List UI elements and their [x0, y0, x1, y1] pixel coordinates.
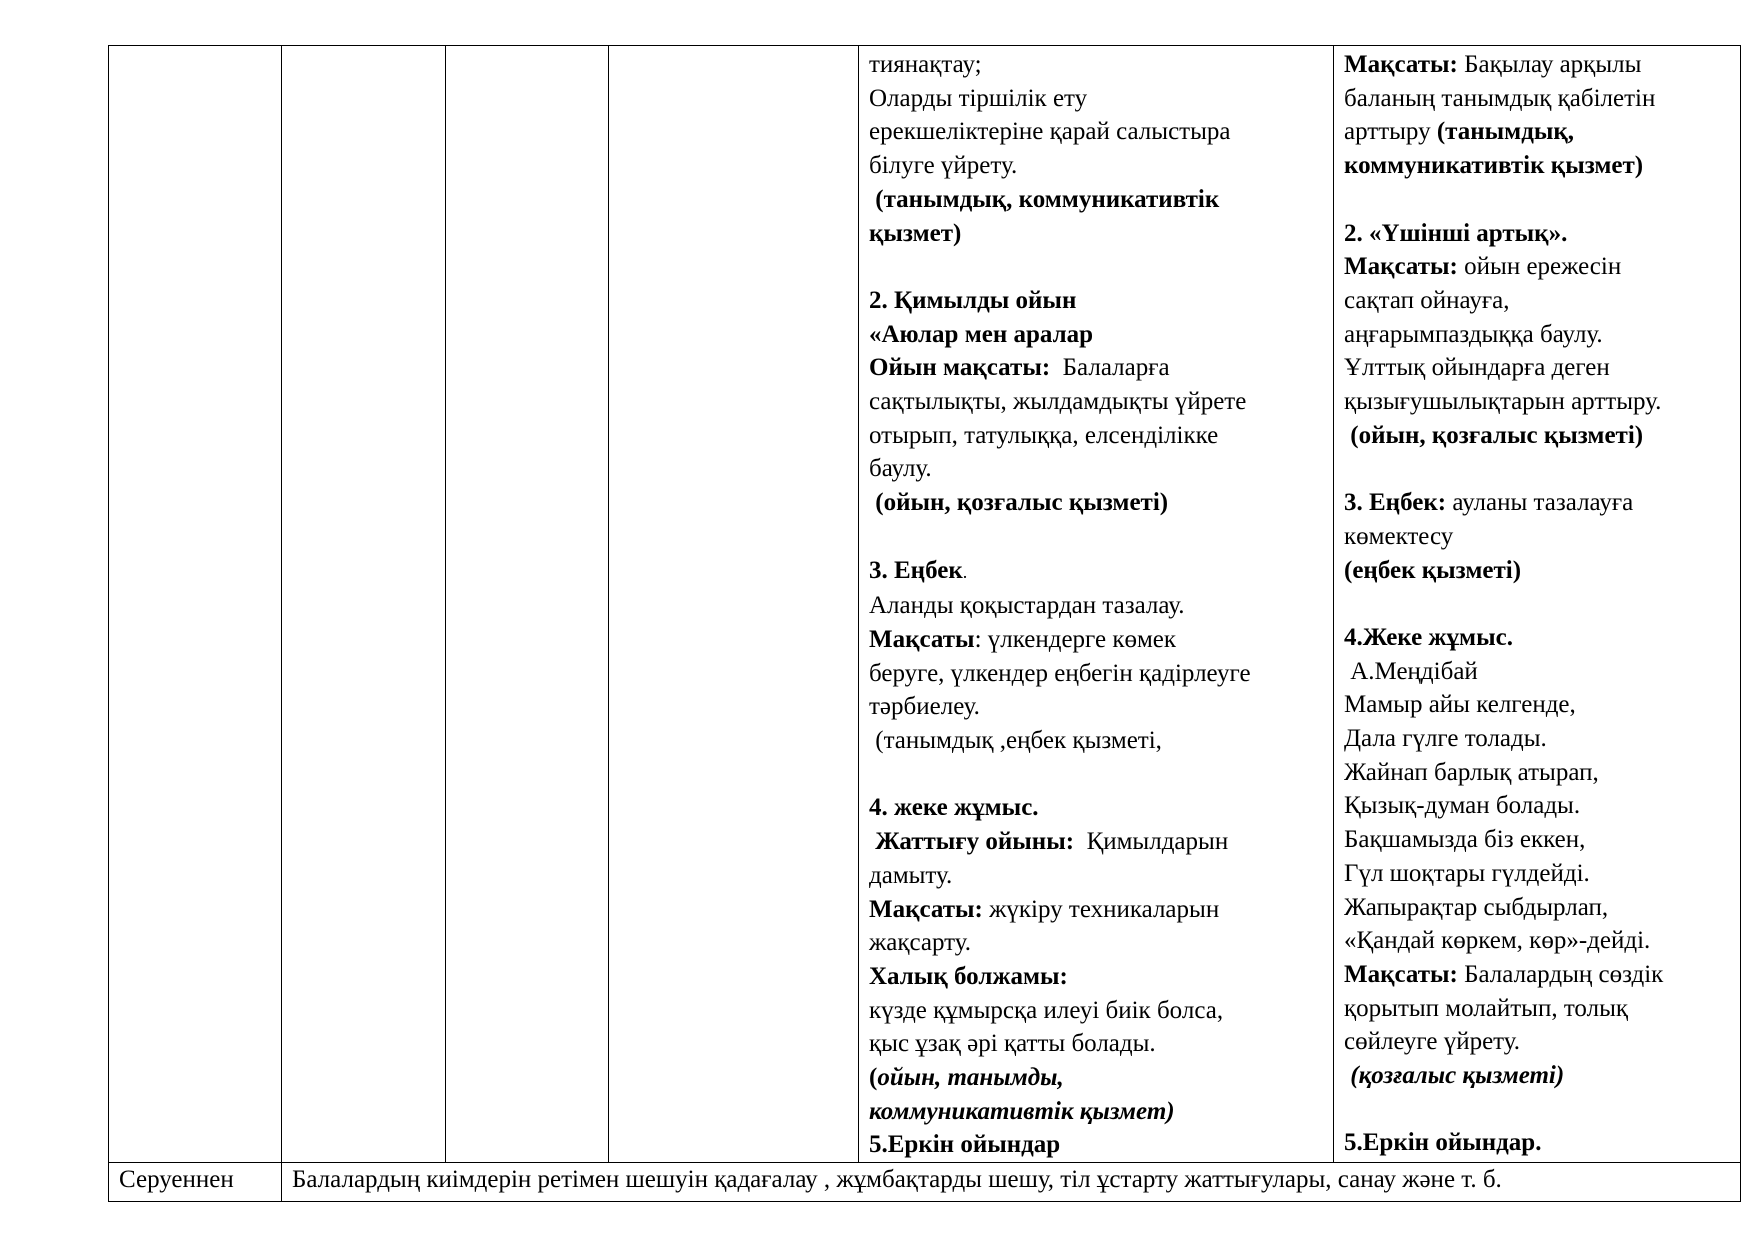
- poem-line: Гүл шоқтары гүлдейді.: [1344, 859, 1590, 887]
- goal-label: Мақсаты: [869, 625, 975, 653]
- activity-type: (қозғалыс қызметі): [1344, 1062, 1565, 1090]
- text-line: сақтап ойнауға,: [1344, 286, 1510, 314]
- row-label-after-walk: Серуеннен: [109, 1163, 282, 1202]
- poem-line: Дала гүлге толады.: [1344, 725, 1547, 753]
- activity-type: қызмет): [869, 219, 962, 247]
- text-line: сақтылықты, жылдамдықты үйрете: [869, 388, 1247, 416]
- section-title-game: 2. «Үшінші артық».: [1344, 219, 1568, 247]
- goal-text: Балалардың сөздік: [1457, 960, 1664, 988]
- activity-type: (ойын, қозғалыс қызметі): [869, 489, 1169, 517]
- text-line: [869, 825, 1323, 859]
- activity-type: коммуникативтік қызмет): [869, 1097, 1175, 1125]
- goal-label: Ойын мақсаты:: [869, 354, 1051, 382]
- text-line: қызығушылықтарын арттыру.: [1344, 388, 1662, 416]
- text-line: аңғарымпаздыққа баулу.: [1344, 320, 1603, 348]
- text-line: [1344, 115, 1730, 149]
- table-row: [109, 46, 1741, 1163]
- section-title-game: 2. Қимылды ойын: [869, 286, 1077, 314]
- empty-cell-1: [109, 46, 282, 1163]
- activity-type: (еңбек қызметі): [1344, 556, 1522, 584]
- activity-text: ойын, танымды,: [877, 1064, 1064, 1092]
- section-title-free-play: 5.Еркін ойындар.: [1344, 1129, 1542, 1157]
- text-line: көмектесу: [1344, 522, 1454, 550]
- activity-type: (танымдық ,еңбек қызметі,: [869, 727, 1162, 755]
- text-line: [869, 623, 1323, 657]
- text-line: [1344, 486, 1730, 520]
- text-line: тиянақтау;: [869, 51, 982, 78]
- activity-type: коммуникативтік қызмет): [1344, 152, 1644, 180]
- goal-label: Мақсаты:: [869, 895, 983, 923]
- text-line: Оларды тіршілік ету: [869, 84, 1088, 112]
- section-title-labor: 3. Еңбек: [869, 556, 963, 584]
- goal-text: : үлкендерге көмек: [974, 625, 1177, 653]
- text-line: [869, 554, 1323, 590]
- activity-type: (танымдық,: [1436, 118, 1575, 146]
- section-title-free-play: 5.Еркін ойындар: [869, 1131, 1061, 1159]
- text-line: білуге үйрету.: [869, 152, 1018, 180]
- text-line: отырып, татулыққа, елсенділікке: [869, 421, 1219, 449]
- plan-table: [108, 45, 1741, 1202]
- goal-text: жүкіру техникаларын: [982, 895, 1220, 923]
- empty-cell-2: [282, 46, 446, 1163]
- text-line: дамыту.: [869, 861, 953, 889]
- poem-line: Мамыр айы келгенде,: [1344, 691, 1576, 719]
- labor-text: ауланы тазалауға: [1446, 489, 1634, 517]
- poem-line: Жапырақтар сыбдырлап,: [1344, 893, 1609, 921]
- text-line: беруге, үлкендер еңбегін қадірлеуге: [869, 659, 1251, 687]
- text-line: жақсарту.: [869, 929, 972, 957]
- goal-label: Мақсаты:: [1344, 51, 1458, 78]
- table-row: [109, 1163, 1741, 1202]
- goal-label: Мақсаты:: [1344, 253, 1458, 281]
- activity-type: (танымдық, коммуникативтік: [869, 185, 1220, 213]
- text-line: [1344, 48, 1730, 82]
- paren-open: (: [869, 1064, 878, 1092]
- text-dot: .: [962, 561, 968, 582]
- empty-cell-4: [609, 46, 859, 1163]
- goal-text: Бақылау арқылы: [1457, 51, 1642, 78]
- text-line: тәрбиелеу.: [869, 693, 980, 721]
- text-line: күзде құмырсқа илеуі биік болса,: [869, 996, 1224, 1024]
- exercise-text: Қимылдарын: [1074, 828, 1229, 856]
- text-line: [869, 893, 1323, 927]
- after-walk-description: Балалардың киімдерін ретімен шешуін қадағалау , жұмбақтарды шешу, тіл ұстарту жаттығулары, санау және т. б.: [282, 1163, 1741, 1202]
- text-line: Ұлттық ойындарға деген: [1344, 354, 1610, 382]
- text-line: қорытып молайтып, толық: [1344, 994, 1629, 1022]
- section-title-individual: 4.Жеке жұмыс.: [1344, 623, 1513, 651]
- text-line: баланың танымдық қабілетін: [1344, 84, 1656, 112]
- goal-text: Балаларға: [1050, 354, 1170, 382]
- activity-type: [869, 1061, 1323, 1095]
- goal-label: Мақсаты:: [1344, 960, 1458, 988]
- poem-author: А.Меңдібай: [1344, 657, 1478, 685]
- poem-line: «Қандай көркем, көр»-дейді.: [1344, 927, 1651, 955]
- section-title-labor: 3. Еңбек:: [1344, 489, 1447, 517]
- text-line: [1344, 958, 1730, 992]
- poem-line: Бақшамызда біз еккен,: [1344, 826, 1586, 854]
- folk-forecast-label: Халық болжамы:: [869, 962, 1068, 990]
- text-line: сөйлеуге үйрету.: [1344, 1028, 1521, 1056]
- goal-text: арттыру: [1344, 118, 1437, 146]
- activity-cell-day4: [859, 46, 1334, 1163]
- text-line: қыс ұзақ әрі қатты болады.: [869, 1030, 1156, 1058]
- text-line: Аланды қоқыстардан тазалау.: [869, 592, 1185, 620]
- poem-line: Қызық-думан болады.: [1344, 792, 1581, 820]
- exercise-label: Жаттығу ойыны:: [869, 828, 1075, 856]
- activity-type: (ойын, қозғалыс қызметі): [1344, 421, 1644, 449]
- poem-line: Жайнап барлық атырап,: [1344, 758, 1599, 786]
- game-name: «Аюлар мен аралар: [869, 320, 1094, 348]
- section-title-individual: 4. жеке жұмыс.: [869, 794, 1039, 822]
- empty-cell-3: [446, 46, 609, 1163]
- text-line: [1344, 250, 1730, 284]
- activity-cell-day5: [1334, 46, 1741, 1163]
- text-line: баулу.: [869, 455, 932, 483]
- text-line: ерекшеліктеріне қарай салыстыра: [869, 118, 1231, 146]
- text-line: [869, 351, 1323, 385]
- goal-text: ойын ережесін: [1457, 253, 1622, 281]
